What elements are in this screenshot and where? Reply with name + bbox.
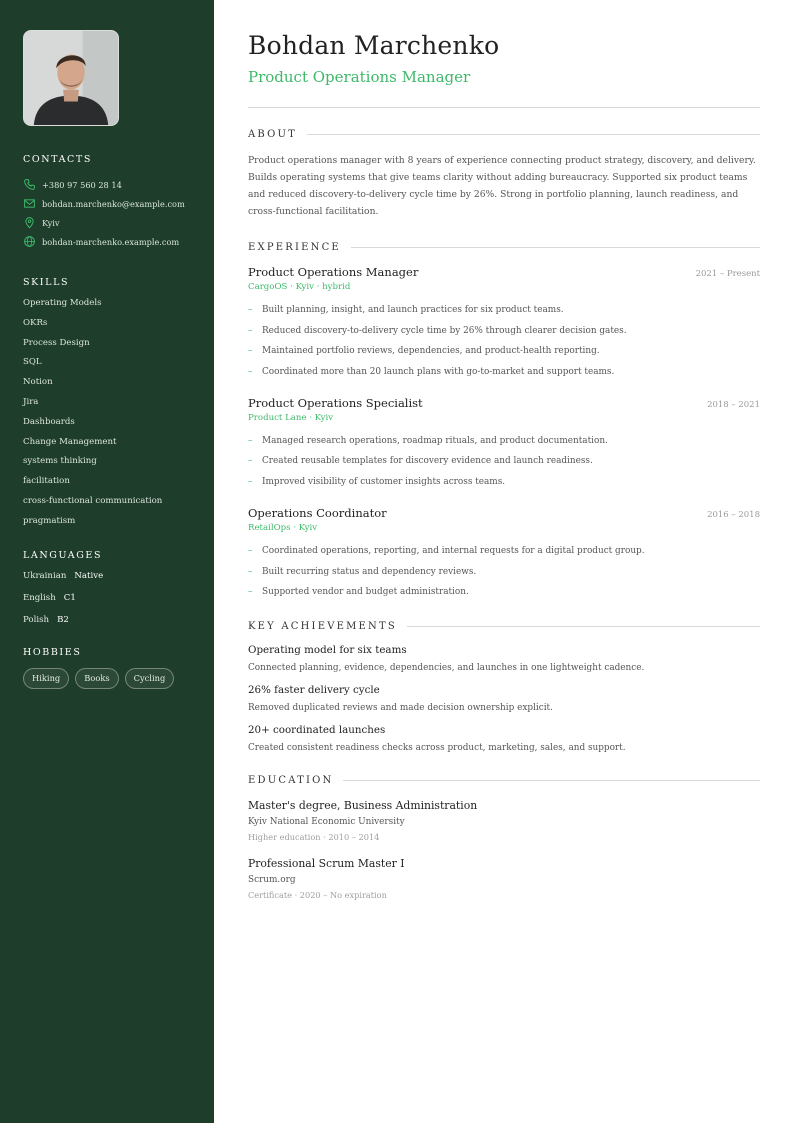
education-school: Kyiv National Economic University bbox=[248, 816, 405, 827]
experience-section bbox=[248, 242, 760, 603]
skill-item: facilitation bbox=[23, 476, 70, 487]
job-bullet-text: Maintained portfolio reviews, dependencies, and product-health reporting. bbox=[262, 346, 600, 357]
skill-item: pragmatism bbox=[23, 515, 76, 526]
skill-item: OKRs bbox=[23, 317, 48, 328]
header-divider bbox=[248, 107, 760, 108]
education-heading: EDUCATION bbox=[248, 774, 334, 786]
language-item bbox=[23, 609, 191, 631]
job-bullets bbox=[248, 431, 760, 493]
achievement-item bbox=[248, 724, 760, 753]
skill-item: SQL bbox=[23, 357, 42, 368]
job-header bbox=[248, 265, 760, 279]
contact-email[interactable] bbox=[23, 194, 191, 213]
skill-item: Change Management bbox=[23, 436, 117, 447]
language-item bbox=[23, 587, 191, 609]
job-entry bbox=[248, 506, 760, 603]
job-title: Product Operations Specialist bbox=[248, 395, 423, 410]
job-dates: 2016 – 2018 bbox=[707, 509, 760, 520]
section-divider bbox=[407, 626, 760, 627]
contact-website-text: bohdan-marchenko.example.com bbox=[42, 236, 180, 247]
contact-location-text: Kyiv bbox=[42, 217, 60, 228]
job-title: Product Operations Manager bbox=[248, 265, 419, 279]
about-heading-row bbox=[248, 129, 760, 140]
achievements-section bbox=[248, 621, 760, 753]
achievement-desc: Connected planning, evidence, dependencies, and launches in one lightweight cadence. bbox=[248, 662, 645, 673]
achievement-title: 26% faster delivery cycle bbox=[248, 683, 380, 696]
education-school: Scrum.org bbox=[248, 874, 296, 885]
education-section bbox=[248, 775, 760, 900]
job-bullet bbox=[248, 541, 760, 562]
achievement-item bbox=[248, 644, 760, 673]
about-section bbox=[248, 129, 760, 220]
sidebar bbox=[0, 0, 214, 1123]
job-dates: 2021 – Present bbox=[695, 269, 760, 279]
education-heading-row bbox=[248, 775, 760, 786]
language-name: English bbox=[23, 592, 56, 603]
achievement-desc: Removed duplicated reviews and made decision ownership explicit. bbox=[248, 702, 553, 713]
about-text: Product operations manager with 8 years of experience connecting product strategy, discovery, and delivery. Builds operating systems that give teams clarity without adding bureaucracy. Supported six product teams and reduced discovery-to-delivery cycle time by 26%. Strong in portfolio planning, launch readiness, and cross-functional facilitation. bbox=[248, 155, 756, 217]
education-meta: Certificate · 2020 – No expiration bbox=[248, 889, 387, 900]
main-content bbox=[248, 0, 760, 900]
job-bullet bbox=[248, 321, 760, 342]
mail-icon bbox=[23, 197, 36, 210]
section-divider bbox=[351, 247, 760, 248]
achievements-heading: KEY ACHIEVEMENTS bbox=[248, 620, 397, 632]
language-name: Polish bbox=[23, 614, 50, 625]
globe-icon bbox=[23, 235, 36, 248]
job-header bbox=[248, 396, 760, 410]
dash-icon: – bbox=[248, 435, 253, 446]
skill-item: Process Design bbox=[23, 337, 90, 348]
job-bullet bbox=[248, 472, 760, 493]
contact-website[interactable] bbox=[23, 232, 191, 251]
contact-phone[interactable] bbox=[23, 175, 191, 194]
language-level: Native bbox=[74, 570, 104, 581]
about-heading: ABOUT bbox=[248, 129, 298, 140]
hobby-chip: Cycling bbox=[125, 668, 175, 689]
dash-icon: – bbox=[248, 587, 253, 598]
experience-heading: EXPERIENCE bbox=[248, 242, 341, 253]
hobbies-heading: HOBBIES bbox=[23, 646, 82, 658]
hobbies-section bbox=[23, 647, 191, 689]
skill-item: Operating Models bbox=[23, 298, 102, 308]
section-divider bbox=[307, 134, 760, 135]
education-title: Master's degree, Business Administration bbox=[248, 798, 478, 812]
education-item bbox=[248, 799, 760, 842]
job-bullet bbox=[248, 300, 760, 321]
dash-icon: – bbox=[248, 346, 253, 357]
job-bullet-text: Improved visibility of customer insights across teams. bbox=[262, 477, 506, 488]
achievement-title: Operating model for six teams bbox=[248, 643, 407, 656]
candidate-role: Product Operations Manager bbox=[248, 68, 471, 86]
skill-item: Notion bbox=[23, 377, 53, 388]
dash-icon: – bbox=[248, 477, 253, 488]
achievements-heading-row bbox=[248, 621, 760, 632]
section-divider bbox=[343, 780, 760, 781]
job-entry bbox=[248, 396, 760, 493]
skill-item: systems thinking bbox=[23, 456, 97, 467]
skill-item: Jira bbox=[23, 396, 39, 407]
job-title: Operations Coordinator bbox=[248, 505, 387, 520]
location-pin-icon bbox=[23, 216, 36, 229]
person-photo-icon bbox=[24, 31, 118, 125]
hobby-chip: Hiking bbox=[23, 668, 69, 689]
job-entry bbox=[248, 265, 760, 383]
job-bullet-text: Coordinated operations, reporting, and internal requests for a digital product group. bbox=[262, 545, 645, 556]
job-meta: Product Lane · Kyiv bbox=[248, 412, 334, 423]
hobby-chip: Books bbox=[75, 668, 118, 689]
language-name: Ukrainian bbox=[23, 570, 67, 581]
dash-icon: – bbox=[248, 325, 253, 336]
job-bullet-text: Reduced discovery-to-delivery cycle time by 26% through clearer decision gates. bbox=[262, 325, 627, 336]
job-bullet bbox=[248, 431, 760, 452]
job-dates: 2018 – 2021 bbox=[707, 399, 760, 410]
skill-item: Dashboards bbox=[23, 416, 75, 427]
skill-item: cross-functional communication bbox=[23, 495, 163, 506]
job-bullet-text: Created reusable templates for discovery evidence and launch readiness. bbox=[262, 456, 593, 467]
contact-email-text: bohdan.marchenko@example.com bbox=[42, 198, 185, 209]
education-title: Professional Scrum Master I bbox=[248, 856, 405, 870]
job-meta: RetailOps · Kyiv bbox=[248, 522, 318, 533]
job-meta: CargoOS · Kyiv · hybrid bbox=[248, 282, 351, 292]
dash-icon: – bbox=[248, 367, 253, 378]
job-bullet-text: Built recurring status and dependency reviews. bbox=[262, 566, 477, 577]
dash-icon: – bbox=[248, 545, 253, 556]
achievement-desc: Created consistent readiness checks across product, marketing, sales, and support. bbox=[248, 742, 626, 753]
contact-phone-text: +380 97 560 28 14 bbox=[42, 179, 122, 190]
experience-heading-row bbox=[248, 242, 760, 253]
candidate-name: Bohdan Marchenko bbox=[248, 31, 500, 60]
job-bullets bbox=[248, 541, 760, 603]
profile-photo bbox=[23, 30, 119, 126]
phone-icon bbox=[23, 178, 36, 191]
job-bullet bbox=[248, 362, 760, 383]
languages-section bbox=[23, 550, 191, 631]
education-meta: Higher education · 2010 – 2014 bbox=[248, 831, 380, 842]
language-level: B2 bbox=[57, 614, 69, 625]
job-bullet bbox=[248, 451, 760, 472]
job-bullet-text: Supported vendor and budget administration. bbox=[262, 587, 469, 598]
language-item bbox=[23, 565, 191, 587]
contact-location bbox=[23, 213, 191, 232]
contacts-section bbox=[23, 154, 191, 251]
achievement-item bbox=[248, 684, 760, 713]
job-bullets bbox=[248, 300, 760, 383]
education-item bbox=[248, 857, 760, 900]
job-header bbox=[248, 506, 760, 520]
contacts-heading: CONTACTS bbox=[23, 154, 92, 165]
job-bullet bbox=[248, 582, 760, 603]
job-bullet-text: Managed research operations, roadmap rituals, and product documentation. bbox=[262, 435, 608, 446]
skills-heading: SKILLS bbox=[23, 277, 70, 288]
dash-icon: – bbox=[248, 566, 253, 577]
hobby-chips bbox=[23, 668, 191, 689]
languages-heading: LANGUAGES bbox=[23, 549, 103, 561]
dash-icon: – bbox=[248, 305, 253, 315]
job-bullet bbox=[248, 341, 760, 362]
job-bullet bbox=[248, 562, 760, 583]
dash-icon: – bbox=[248, 456, 253, 467]
achievement-title: 20+ coordinated launches bbox=[248, 723, 386, 736]
skills-section bbox=[23, 277, 191, 532]
language-level: C1 bbox=[63, 592, 76, 603]
job-bullet-text: Built planning, insight, and launch practices for six product teams. bbox=[262, 305, 564, 315]
job-bullet-text: Coordinated more than 20 launch plans with go-to-market and support teams. bbox=[262, 367, 615, 378]
